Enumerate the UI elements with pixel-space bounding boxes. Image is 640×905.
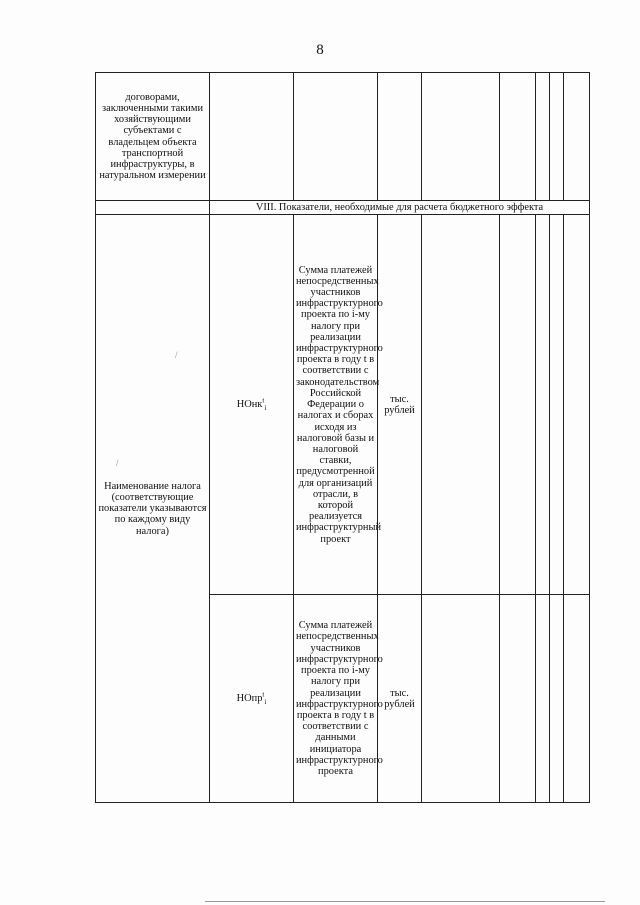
indicators-table (95, 72, 590, 803)
indicator-unit: тыс. рублей (378, 595, 422, 803)
indicator-symbol: НОнк$^t_i$ (210, 215, 294, 595)
table-cell (536, 595, 550, 803)
scan-mark: / (116, 458, 119, 468)
section-row (96, 201, 590, 215)
table-cell (378, 73, 422, 201)
table-cell (500, 595, 536, 803)
table-cell (564, 73, 590, 201)
indicator-symbol: НОпр$^t_i$ (210, 595, 294, 803)
table-cell (564, 595, 590, 803)
table-cell (210, 73, 294, 201)
table-cell (422, 595, 500, 803)
table-cell (550, 215, 564, 595)
table-row (96, 215, 590, 595)
indicator-unit: тыс. рублей (378, 215, 422, 595)
scan-edge-line (205, 901, 605, 902)
indicator-description: Сумма платежей непосредственных участников инфраструктурного проекта по i-му налогу при реализации инфраструктурного проекта в году t в соответствии с законодательством Российской Федерации о налогах и сборах исходя из налоговой базы и налоговой ставки, предусмотренной для организаций отрасли, в которой реализуется инфраструктурный проект (294, 215, 378, 595)
table-cell (422, 215, 500, 595)
table-cell (422, 73, 500, 201)
section-title: VIII. Показатели, необходимые для расчета бюджетного эффекта (210, 201, 590, 215)
table-row (96, 73, 590, 201)
table-cell (96, 201, 210, 215)
table-cell (536, 215, 550, 595)
scan-mark: / (175, 350, 178, 360)
table-cell (550, 595, 564, 803)
indicator-description: Сумма платежей непосредственных участников инфраструктурного проекта по i-му налогу при реализации инфраструктурного проекта в году t в соответствии с данными инициатора инфраструктурного проекта (294, 595, 378, 803)
table-cell (500, 73, 536, 201)
table-cell (536, 73, 550, 201)
tax-name-label: Наименование налога (соответствующие показатели указываются по каждому виду налога) (96, 215, 210, 803)
page-number: 8 (316, 42, 324, 58)
table-cell (564, 215, 590, 595)
table-cell (500, 215, 536, 595)
table-cell (294, 73, 378, 201)
row-label: договорами, заключенными такими хозяйствующими субъектами с владельцем объекта транспортной инфраструктуры, в натуральном измерении (96, 73, 210, 201)
table-cell (550, 73, 564, 201)
